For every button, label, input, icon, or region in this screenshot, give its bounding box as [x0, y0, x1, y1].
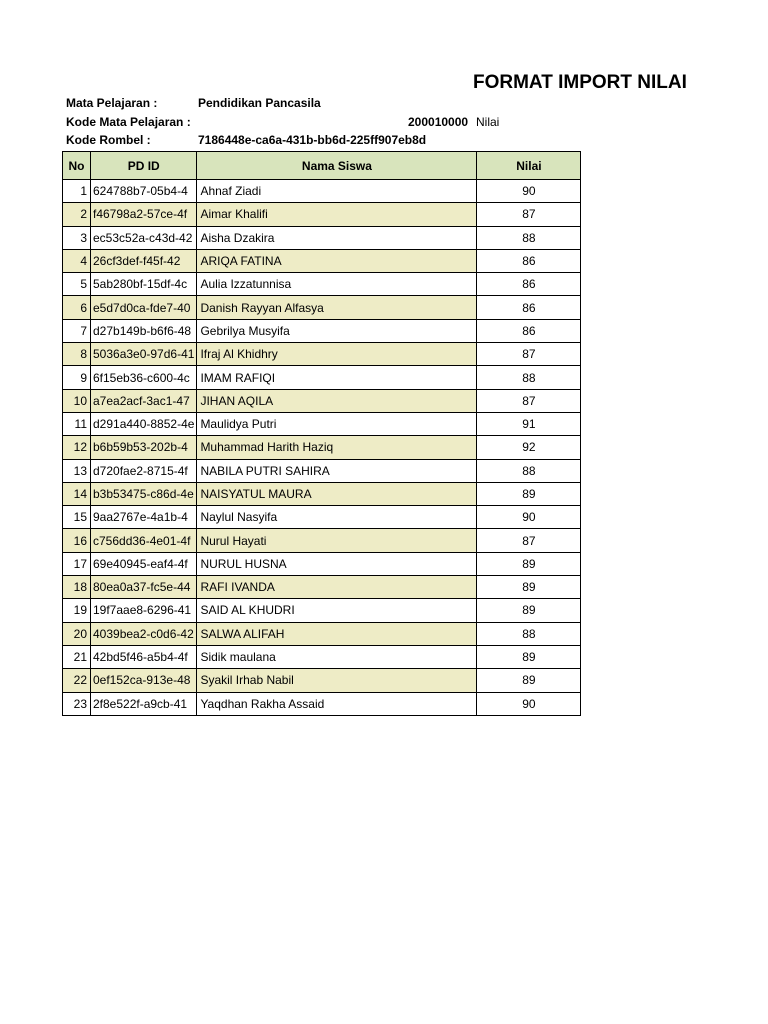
cell-no: 1 — [63, 180, 91, 203]
table-row — [63, 249, 581, 272]
cell-nama-siswa: Nurul Hayati — [197, 529, 477, 552]
cell-pd-id: b3b53475-c86d-4e — [91, 482, 197, 505]
table-row — [63, 203, 581, 226]
cell-no: 18 — [63, 576, 91, 599]
kode-rombel-value: 7186448e-ca6a-431b-bb6d-225ff907eb8d — [198, 133, 427, 147]
cell-pd-id: 42bd5f46-a5b4-4f — [91, 645, 197, 668]
cell-nama-siswa: Sidik maulana — [197, 645, 477, 668]
header-nilai: Nilai — [477, 152, 581, 180]
cell-pd-id: ec53c52a-c43d-42 — [91, 226, 197, 249]
cell-pd-id: 4039bea2-c0d6-42 — [91, 622, 197, 645]
cell-nilai: 88 — [477, 366, 581, 389]
cell-nilai: 87 — [477, 203, 581, 226]
cell-no: 4 — [63, 249, 91, 272]
cell-no: 9 — [63, 366, 91, 389]
cell-no: 3 — [63, 226, 91, 249]
cell-no: 20 — [63, 622, 91, 645]
cell-no: 15 — [63, 506, 91, 529]
cell-no: 17 — [63, 552, 91, 575]
cell-pd-id: f46798a2-57ce-4f — [91, 203, 197, 226]
cell-nilai: 90 — [477, 180, 581, 203]
cell-nama-siswa: Syakil Irhab Nabil — [197, 669, 477, 692]
cell-no: 10 — [63, 389, 91, 412]
cell-nilai: 87 — [477, 389, 581, 412]
cell-no: 6 — [63, 296, 91, 319]
header-pd-id: PD ID — [91, 152, 197, 180]
cell-nilai: 86 — [477, 296, 581, 319]
cell-nama-siswa: ARIQA FATINA — [197, 249, 477, 272]
cell-no: 16 — [63, 529, 91, 552]
cell-nama-siswa: Muhammad Harith Haziq — [197, 436, 477, 459]
table-row — [63, 576, 581, 599]
cell-nama-siswa: Aimar Khalifi — [197, 203, 477, 226]
cell-nama-siswa: Maulidya Putri — [197, 412, 477, 435]
cell-no: 23 — [63, 692, 91, 715]
table-row — [63, 366, 581, 389]
cell-nama-siswa: RAFI IVANDA — [197, 576, 477, 599]
kode-rombel-label: Kode Rombel : — [66, 133, 151, 147]
cell-nama-siswa: Naylul Nasyifa — [197, 506, 477, 529]
cell-pd-id: 80ea0a37-fc5e-44 — [91, 576, 197, 599]
cell-pd-id: 0ef152ca-913e-48 — [91, 669, 197, 692]
table-row — [63, 529, 581, 552]
cell-pd-id: c756dd36-4e01-4f — [91, 529, 197, 552]
cell-nilai: 89 — [477, 552, 581, 575]
cell-nilai: 86 — [477, 319, 581, 342]
cell-pd-id: d720fae2-8715-4f — [91, 459, 197, 482]
cell-nama-siswa: SAID AL KHUDRI — [197, 599, 477, 622]
cell-no: 13 — [63, 459, 91, 482]
cell-nilai: 92 — [477, 436, 581, 459]
cell-nama-siswa: NURUL HUSNA — [197, 552, 477, 575]
cell-pd-id: 5036a3e0-97d6-41 — [91, 343, 197, 366]
kode-mapel-value: 200010000 — [408, 115, 469, 129]
cell-no: 14 — [63, 482, 91, 505]
cell-nama-siswa: IMAM RAFIQI — [197, 366, 477, 389]
cell-nama-siswa: Yaqdhan Rakha Assaid — [197, 692, 477, 715]
table-row — [63, 599, 581, 622]
page-title: FORMAT IMPORT NILAI — [473, 72, 687, 93]
mapel-value: Pendidikan Pancasila — [198, 96, 321, 110]
table-row — [63, 226, 581, 249]
cell-nilai: 89 — [477, 645, 581, 668]
cell-nilai: 86 — [477, 249, 581, 272]
cell-no: 19 — [63, 599, 91, 622]
cell-nama-siswa: Gebrilya Musyifa — [197, 319, 477, 342]
cell-pd-id: 6f15eb36-c600-4c — [91, 366, 197, 389]
table-row — [63, 482, 581, 505]
table-row — [63, 459, 581, 482]
header-nama-siswa: Nama Siswa — [197, 152, 477, 180]
cell-pd-id: 26cf3def-f45f-42 — [91, 249, 197, 272]
cell-pd-id: 69e40945-eaf4-4f — [91, 552, 197, 575]
cell-nilai: 90 — [477, 692, 581, 715]
cell-pd-id: b6b59b53-202b-4 — [91, 436, 197, 459]
table-row — [63, 692, 581, 715]
cell-nilai: 88 — [477, 459, 581, 482]
table-row — [63, 296, 581, 319]
table-row — [63, 319, 581, 342]
cell-nilai: 87 — [477, 529, 581, 552]
table-row — [63, 180, 581, 203]
table-row — [63, 669, 581, 692]
cell-pd-id: 9aa2767e-4a1b-4 — [91, 506, 197, 529]
cell-nilai: 88 — [477, 226, 581, 249]
cell-no: 5 — [63, 273, 91, 296]
cell-nama-siswa: NAISYATUL MAURA — [197, 482, 477, 505]
nilai-table — [62, 151, 581, 716]
kode-mapel-suffix: Nilai — [476, 115, 500, 129]
cell-pd-id: 19f7aae8-6296-41 — [91, 599, 197, 622]
cell-nama-siswa: Ifraj Al Khidhry — [197, 343, 477, 366]
cell-nama-siswa: Aisha Dzakira — [197, 226, 477, 249]
cell-nilai: 89 — [477, 669, 581, 692]
cell-nama-siswa: NABILA PUTRI SAHIRA — [197, 459, 477, 482]
cell-pd-id: 624788b7-05b4-4 — [91, 180, 197, 203]
cell-nilai: 89 — [477, 576, 581, 599]
cell-no: 21 — [63, 645, 91, 668]
cell-nilai: 91 — [477, 412, 581, 435]
cell-pd-id: 5ab280bf-15df-4c — [91, 273, 197, 296]
table-row — [63, 343, 581, 366]
cell-nilai: 88 — [477, 622, 581, 645]
table-row — [63, 389, 581, 412]
cell-pd-id: e5d7d0ca-fde7-40 — [91, 296, 197, 319]
cell-no: 11 — [63, 412, 91, 435]
cell-nama-siswa: JIHAN AQILA — [197, 389, 477, 412]
table-row — [63, 552, 581, 575]
cell-nama-siswa: Danish Rayyan Alfasya — [197, 296, 477, 319]
cell-nilai: 86 — [477, 273, 581, 296]
table-row — [63, 436, 581, 459]
cell-pd-id: d291a440-8852-4e — [91, 412, 197, 435]
header-no: No — [63, 152, 91, 180]
cell-no: 22 — [63, 669, 91, 692]
cell-pd-id: 2f8e522f-a9cb-41 — [91, 692, 197, 715]
cell-nilai: 89 — [477, 599, 581, 622]
cell-nama-siswa: Ahnaf Ziadi — [197, 180, 477, 203]
cell-nilai: 90 — [477, 506, 581, 529]
cell-pd-id: d27b149b-b6f6-48 — [91, 319, 197, 342]
cell-nama-siswa: SALWA ALIFAH — [197, 622, 477, 645]
table-row — [63, 622, 581, 645]
cell-no: 8 — [63, 343, 91, 366]
cell-nilai: 89 — [477, 482, 581, 505]
table-row — [63, 645, 581, 668]
table-body — [63, 180, 581, 716]
mapel-label: Mata Pelajaran : — [66, 96, 158, 110]
table-header-row — [63, 152, 581, 180]
table-row — [63, 273, 581, 296]
cell-pd-id: a7ea2acf-3ac1-47 — [91, 389, 197, 412]
cell-no: 7 — [63, 319, 91, 342]
cell-no: 2 — [63, 203, 91, 226]
cell-nama-siswa: Aulia Izzatunnisa — [197, 273, 477, 296]
table-row — [63, 506, 581, 529]
kode-mapel-label: Kode Mata Pelajaran : — [66, 115, 191, 129]
table-row — [63, 412, 581, 435]
cell-no: 12 — [63, 436, 91, 459]
cell-nilai: 87 — [477, 343, 581, 366]
